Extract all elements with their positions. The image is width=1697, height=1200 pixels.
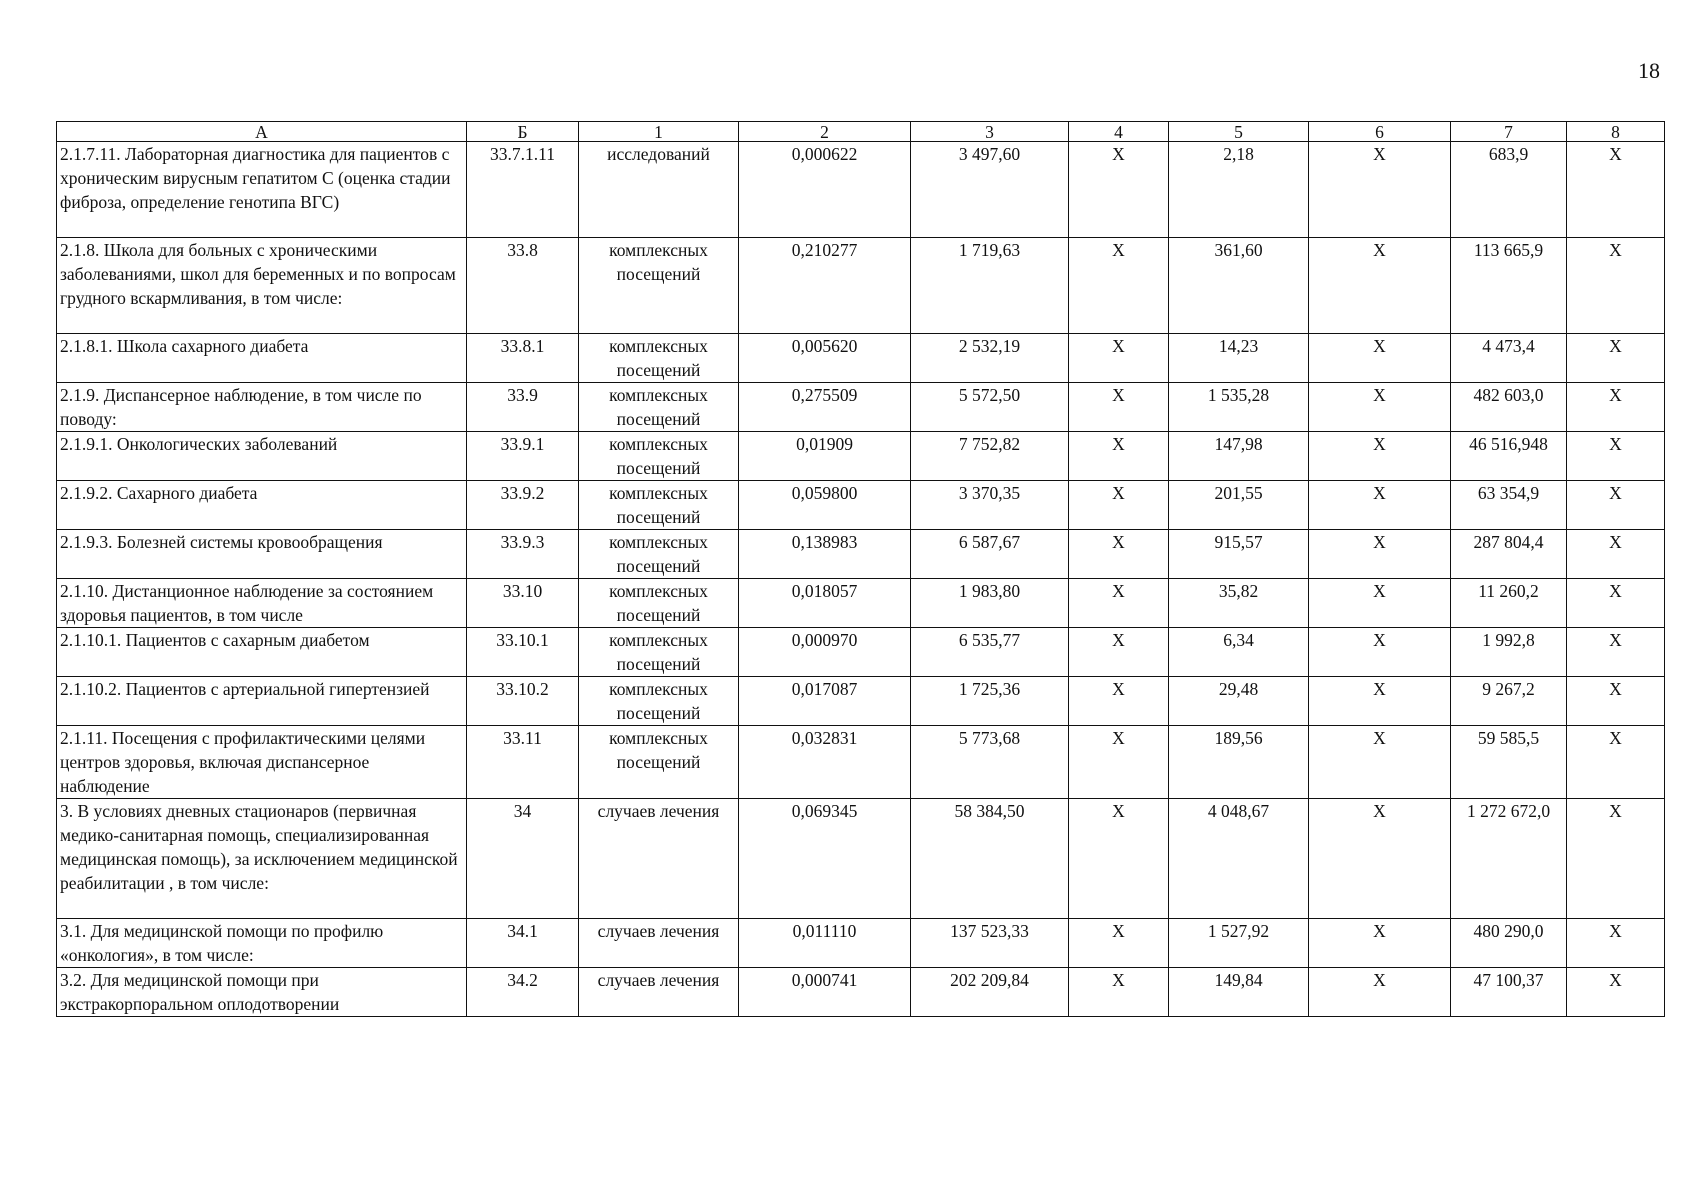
cost-cell: 3 497,60 [911,142,1069,238]
row-code: 33.9 [467,383,579,432]
norm-cell: 0,069345 [739,799,911,919]
col8-cell: X [1567,383,1665,432]
col7-cell: 59 585,5 [1451,726,1567,799]
col4-cell: X [1069,238,1169,334]
unit-cell: комплексных посещений [579,628,739,677]
col8-cell: X [1567,530,1665,579]
column-header: А [57,122,467,142]
col6-cell: X [1309,432,1451,481]
norm-cell: 0,210277 [739,238,911,334]
cost-cell: 5 572,50 [911,383,1069,432]
table-row [57,628,1665,677]
table-row [57,481,1665,530]
col8-cell: X [1567,334,1665,383]
row-title: 2.1.9.3. Болезней системы кровообращения [57,530,467,579]
col8-cell: X [1567,481,1665,530]
col6-cell: X [1309,481,1451,530]
row-title: 2.1.7.11. Лабораторная диагностика для пациентов с хроническим вирусным гепатитом С (оценка стадии фиброза, определение генотипа ВГС) [57,142,467,238]
table-row [57,142,1665,238]
row-code: 33.11 [467,726,579,799]
table-row [57,334,1665,383]
row-code: 33.8 [467,238,579,334]
row-title: 3. В условиях дневных стационаров (первичная медико-санитарная помощь, специализированная медицинская помощь), за исключением медицинской реабилитации , в том числе: [57,799,467,919]
col6-cell: X [1309,726,1451,799]
unit-cell: комплексных посещений [579,530,739,579]
cost-cell: 6 535,77 [911,628,1069,677]
col5-cell: 1 527,92 [1169,919,1309,968]
column-header: 1 [579,122,739,142]
col8-cell: X [1567,142,1665,238]
row-title: 2.1.9.2. Сахарного диабета [57,481,467,530]
col4-cell: X [1069,628,1169,677]
norm-cell: 0,000622 [739,142,911,238]
col5-cell: 14,23 [1169,334,1309,383]
unit-cell: комплексных посещений [579,238,739,334]
unit-cell: случаев лечения [579,919,739,968]
unit-cell: комплексных посещений [579,383,739,432]
column-header: 5 [1169,122,1309,142]
unit-cell: комплексных посещений [579,677,739,726]
col4-cell: X [1069,579,1169,628]
col4-cell: X [1069,919,1169,968]
col4-cell: X [1069,799,1169,919]
cost-cell: 1 719,63 [911,238,1069,334]
col5-cell: 6,34 [1169,628,1309,677]
table-row [57,968,1665,1017]
col7-cell: 1 992,8 [1451,628,1567,677]
col8-cell: X [1567,677,1665,726]
cost-cell: 137 523,33 [911,919,1069,968]
unit-cell: комплексных посещений [579,579,739,628]
unit-cell: комплексных посещений [579,726,739,799]
col7-cell: 63 354,9 [1451,481,1567,530]
col7-cell: 11 260,2 [1451,579,1567,628]
col7-cell: 113 665,9 [1451,238,1567,334]
col4-cell: X [1069,530,1169,579]
unit-cell: комплексных посещений [579,432,739,481]
norm-cell: 0,000741 [739,968,911,1017]
cost-cell: 6 587,67 [911,530,1069,579]
cost-cell: 2 532,19 [911,334,1069,383]
col7-cell: 1 272 672,0 [1451,799,1567,919]
table-row [57,677,1665,726]
row-code: 34.1 [467,919,579,968]
norm-cell: 0,138983 [739,530,911,579]
col8-cell: X [1567,579,1665,628]
unit-cell: случаев лечения [579,968,739,1017]
col6-cell: X [1309,383,1451,432]
cost-cell: 7 752,82 [911,432,1069,481]
col7-cell: 480 290,0 [1451,919,1567,968]
row-code: 33.9.2 [467,481,579,530]
col5-cell: 201,55 [1169,481,1309,530]
col4-cell: X [1069,432,1169,481]
row-code: 33.9.1 [467,432,579,481]
col5-cell: 35,82 [1169,579,1309,628]
col8-cell: X [1567,919,1665,968]
page-number: 18 [1638,58,1660,83]
column-header: 8 [1567,122,1665,142]
col6-cell: X [1309,677,1451,726]
col6-cell: X [1309,799,1451,919]
table-row [57,919,1665,968]
norm-cell: 0,011110 [739,919,911,968]
col7-cell: 482 603,0 [1451,383,1567,432]
cost-cell: 58 384,50 [911,799,1069,919]
col8-cell: X [1567,799,1665,919]
col7-cell: 46 516,948 [1451,432,1567,481]
row-code: 34.2 [467,968,579,1017]
col6-cell: X [1309,334,1451,383]
row-code: 33.7.1.11 [467,142,579,238]
col6-cell: X [1309,142,1451,238]
col5-cell: 29,48 [1169,677,1309,726]
cost-cell: 202 209,84 [911,968,1069,1017]
column-header: Б [467,122,579,142]
row-title: 2.1.10.2. Пациентов с артериальной гипертензией [57,677,467,726]
column-header: 2 [739,122,911,142]
col4-cell: X [1069,726,1169,799]
row-title: 2.1.10. Дистанционное наблюдение за состоянием здоровья пациентов, в том числе [57,579,467,628]
header-row [57,122,1665,142]
col8-cell: X [1567,726,1665,799]
col6-cell: X [1309,968,1451,1017]
table-row [57,383,1665,432]
row-title: 2.1.9.1. Онкологических заболеваний [57,432,467,481]
col5-cell: 1 535,28 [1169,383,1309,432]
row-code: 33.10 [467,579,579,628]
row-title: 2.1.10.1. Пациентов с сахарным диабетом [57,628,467,677]
norm-cell: 0,275509 [739,383,911,432]
col5-cell: 915,57 [1169,530,1309,579]
row-title: 3.2. Для медицинской помощи при экстракорпоральном оплодотворении [57,968,467,1017]
col5-cell: 361,60 [1169,238,1309,334]
row-title: 2.1.9. Диспансерное наблюдение, в том числе по поводу: [57,383,467,432]
column-header: 3 [911,122,1069,142]
cost-cell: 3 370,35 [911,481,1069,530]
column-header: 7 [1451,122,1567,142]
row-code: 34 [467,799,579,919]
row-title: 2.1.11. Посещения с профилактическими целями центров здоровья, включая диспансерное наблюдение [57,726,467,799]
col6-cell: X [1309,530,1451,579]
cost-cell: 5 773,68 [911,726,1069,799]
data-table [56,121,1665,1017]
norm-cell: 0,059800 [739,481,911,530]
norm-cell: 0,005620 [739,334,911,383]
row-code: 33.8.1 [467,334,579,383]
col6-cell: X [1309,579,1451,628]
row-code: 33.10.1 [467,628,579,677]
col7-cell: 9 267,2 [1451,677,1567,726]
col5-cell: 189,56 [1169,726,1309,799]
norm-cell: 0,017087 [739,677,911,726]
norm-cell: 0,032831 [739,726,911,799]
norm-cell: 0,018057 [739,579,911,628]
column-header: 6 [1309,122,1451,142]
col4-cell: X [1069,968,1169,1017]
col5-cell: 4 048,67 [1169,799,1309,919]
col4-cell: X [1069,383,1169,432]
col6-cell: X [1309,919,1451,968]
row-title: 2.1.8. Школа для больных с хроническими заболеваниями, школ для беременных и по вопросам грудного вскармливания, в том числе: [57,238,467,334]
col7-cell: 47 100,37 [1451,968,1567,1017]
col4-cell: X [1069,142,1169,238]
col6-cell: X [1309,628,1451,677]
col8-cell: X [1567,238,1665,334]
col6-cell: X [1309,238,1451,334]
cost-cell: 1 725,36 [911,677,1069,726]
col5-cell: 149,84 [1169,968,1309,1017]
col8-cell: X [1567,968,1665,1017]
norm-cell: 0,000970 [739,628,911,677]
unit-cell: случаев лечения [579,799,739,919]
table-row [57,238,1665,334]
unit-cell: комплексных посещений [579,481,739,530]
norm-cell: 0,01909 [739,432,911,481]
col7-cell: 683,9 [1451,142,1567,238]
column-header: 4 [1069,122,1169,142]
col8-cell: X [1567,628,1665,677]
unit-cell: комплексных посещений [579,334,739,383]
table-row [57,579,1665,628]
row-code: 33.9.3 [467,530,579,579]
col7-cell: 4 473,4 [1451,334,1567,383]
col5-cell: 147,98 [1169,432,1309,481]
unit-cell: исследований [579,142,739,238]
col5-cell: 2,18 [1169,142,1309,238]
col8-cell: X [1567,432,1665,481]
col4-cell: X [1069,334,1169,383]
table-row [57,726,1665,799]
cost-cell: 1 983,80 [911,579,1069,628]
col4-cell: X [1069,677,1169,726]
row-code: 33.10.2 [467,677,579,726]
table-row [57,530,1665,579]
col7-cell: 287 804,4 [1451,530,1567,579]
table-row [57,432,1665,481]
row-title: 2.1.8.1. Школа сахарного диабета [57,334,467,383]
table-row [57,799,1665,919]
col4-cell: X [1069,481,1169,530]
row-title: 3.1. Для медицинской помощи по профилю «онкология», в том числе: [57,919,467,968]
